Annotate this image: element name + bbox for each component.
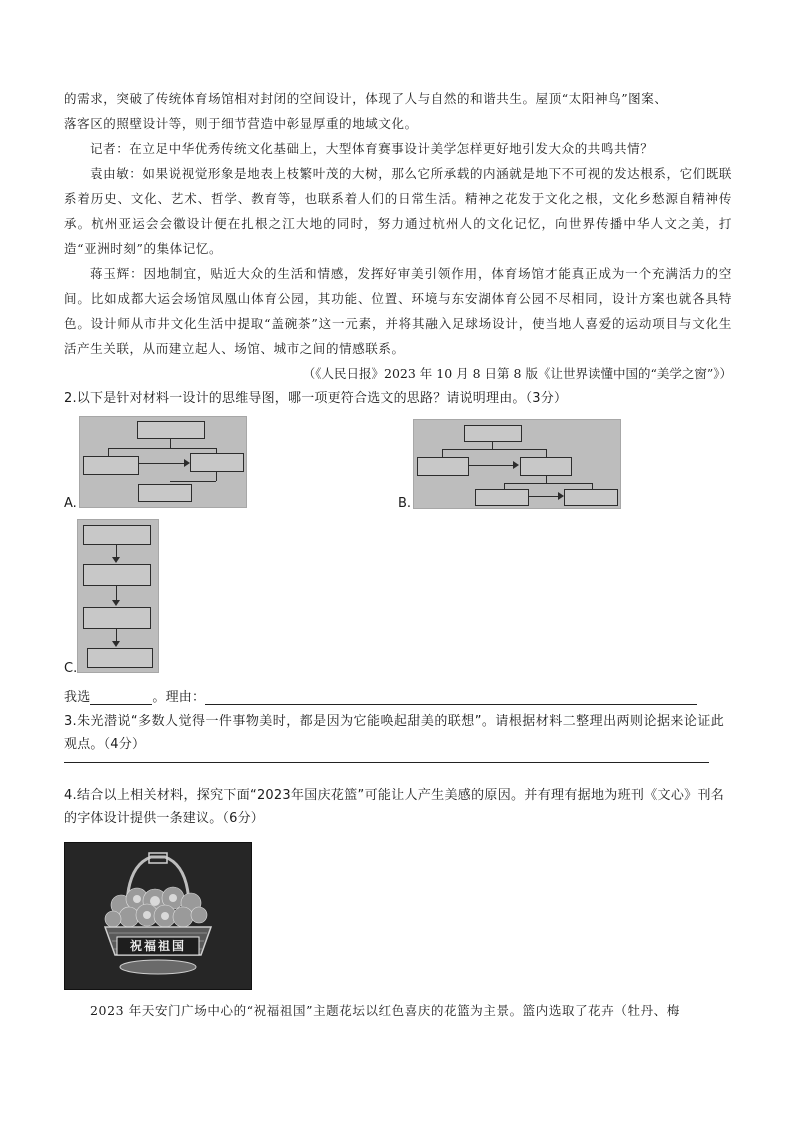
arrow-down-icon <box>112 600 120 606</box>
mindmap-c-box-3 <box>83 607 151 629</box>
material-paragraph-reporter: 记者：在立足中华优秀传统文化基础上，大型体育赛事设计美学怎样更好地引发大众的共鸣共情？ <box>90 141 654 156</box>
mindmap-b-right-box <box>520 457 572 476</box>
question-3-text: 3.朱光潜说“多数人觉得一件事物美时，都是因为它能唤起甜美的联想”。请根据材料二整理出两则论据来论证此观点。（4分） <box>64 714 724 752</box>
mindmap-b-top-box <box>464 425 522 442</box>
mindmap-option-a <box>79 416 247 508</box>
answer-reason-label: 。理由： <box>152 690 206 705</box>
arrow-down-icon <box>112 557 120 563</box>
flower-basket-illustration <box>65 843 251 989</box>
mindmap-a-top-box <box>137 421 205 439</box>
mindmap-a-right-box <box>190 453 244 472</box>
mindmap-c-box-2 <box>83 564 151 586</box>
question-4-text: 4.结合以上相关材料，探究下面“2023年国庆花篮”可能让人产生美感的原因。并有理有据地为班刊《文心》刊名的字体设计提供一条建议。（6分） <box>64 788 724 826</box>
arrow-right-icon <box>184 459 190 467</box>
mindmap-option-c <box>77 519 159 673</box>
mindmap-c-box-4 <box>87 648 153 668</box>
arrow-down-icon <box>112 641 120 647</box>
mindmap-c-box-1 <box>83 525 151 545</box>
option-c-label: C. <box>64 661 78 676</box>
choice-blank[interactable] <box>90 688 152 705</box>
material-source: （《人民日报》2023 年 10 月 8 日第 8 版《让世界读懂中国的“美学之窗”》） <box>302 366 732 381</box>
question-3-answer-line[interactable] <box>64 762 709 763</box>
answer-prefix: 我选 <box>64 690 91 705</box>
option-a-label: A. <box>64 496 77 511</box>
option-b-label: B. <box>398 496 412 511</box>
mindmap-b-bottom-left-box <box>475 489 529 506</box>
photo-banner-text: 祝福祖国 <box>129 939 186 953</box>
mindmap-a-bottom-box <box>138 484 192 502</box>
question-2-answer-line <box>64 686 697 705</box>
material-paragraph-1-line-1: 的需求，突破了传统体育场馆相对封闭的空间设计，体现了人与自然的和谐共生。屋顶“太阳神鸟”图案、 <box>64 91 668 106</box>
reason-blank[interactable] <box>205 688 697 705</box>
question-2-text: 2.以下是针对材料一设计的思维导图，哪一项更符合选文的思路？请说明理由。（3分） <box>64 391 568 406</box>
material-paragraph-yuan: 袁由敏：如果说视觉形象是地表上枝繁叶茂的大树，那么它所承载的内涵就是地下不可视的发达根系，它们既联系着历史、文化、艺术、哲学、教育等，也联系着人们的日常生活。精神之花发于文化之根，文化乡愁源自精神传承。杭州亚运会会徽设计便在扎根之江大地的同时，努力通过杭州人的文化记忆，向世界传播中华人文之美，打造“亚洲时刻”的集体记忆。 <box>64 166 732 256</box>
photo-caption: 2023 年天安门广场中心的“祝福祖国”主题花坛以红色喜庆的花篮为主景。篮内选取了花卉（牡丹、梅 <box>90 1003 680 1018</box>
mindmap-b-bottom-right-box <box>564 489 618 506</box>
material-paragraph-1-line-2: 落客区的照壁设计等，则于细节营造中彰显厚重的地域文化。 <box>64 116 418 131</box>
mindmap-b-left-box <box>417 457 469 476</box>
mindmap-option-b <box>413 419 621 509</box>
flower-basket-photo <box>64 842 252 990</box>
arrow-right-icon <box>558 492 564 500</box>
material-paragraph-jiang: 蒋玉辉：因地制宜，贴近大众的生活和情感，发挥好审美引领作用，体育场馆才能真正成为一个充满活力的空间。比如成都大运会场馆凤凰山体育公园，其功能、位置、环境与东安湖体育公园不尽相同，设计方案也就各具特色。设计师从市井文化生活中提取“盖碗茶”这一元素，并将其融入足球场设计，使当地人喜爱的运动项目与文化生活产生关联，从而建立起人、场馆、城市之间的情感联系。 <box>64 266 732 356</box>
arrow-right-icon <box>513 461 519 469</box>
mindmap-a-left-box <box>83 456 139 475</box>
